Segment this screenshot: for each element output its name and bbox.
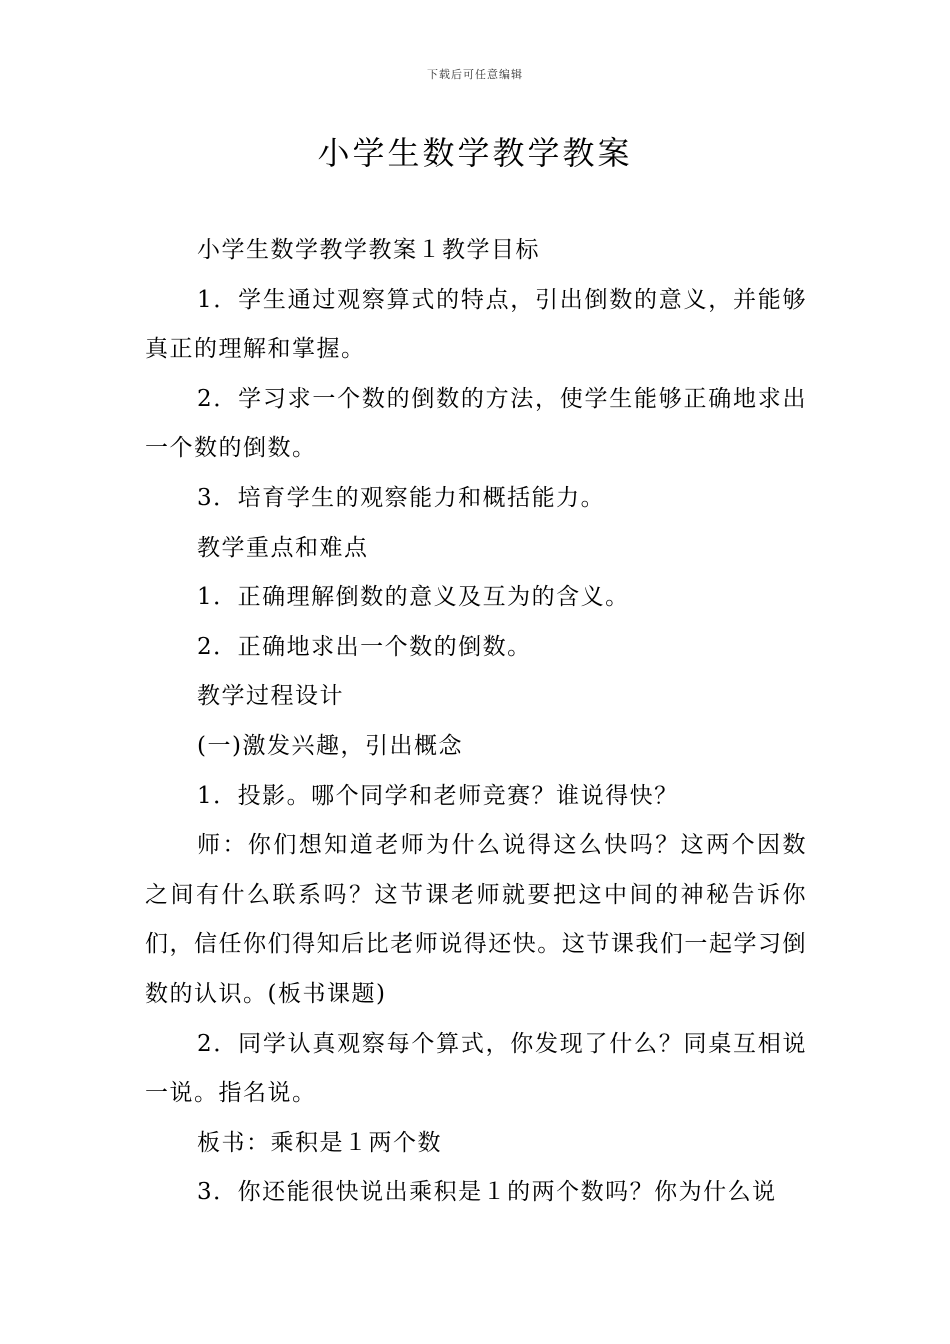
paragraph: 2．学习求一个数的倒数的方法，使学生能够正确地求出一个数的倒数。	[145, 385, 807, 462]
paragraph: 1．投影。哪个同学和老师竞赛？谁说得快？	[197, 782, 679, 809]
page-title: 小学生数学教学教案	[317, 134, 633, 172]
paragraph: (一)激发兴趣，引出概念	[197, 732, 463, 759]
paragraph: 2．正确地求出一个数的倒数。	[197, 633, 532, 660]
paragraph: 小学生数学教学教案１教学目标	[197, 237, 540, 263]
paragraph: 1．学生通过观察算式的特点，引出倒数的意义，并能够真正的理解和掌握。	[145, 286, 807, 363]
paragraph: 教学过程设计	[197, 683, 344, 710]
paragraph: 1．正确理解倒数的意义及互为的含义。	[197, 584, 630, 611]
document-body	[145, 226, 807, 1218]
paragraph: 教学重点和难点	[197, 534, 369, 561]
paragraph: 3．培育学生的观察能力和概括能力。	[197, 484, 606, 511]
paragraph: 板书：乘积是１两个数	[197, 1129, 442, 1156]
paragraph: 3．你还能很快说出乘积是１的两个数吗？你为什么说	[197, 1179, 777, 1206]
paragraph: 2．同学认真观察每个算式，你发现了什么？同桌互相说一说。指名说。	[145, 1030, 807, 1107]
paragraph: 师：你们想知道老师为什么说得这么快吗？这两个因数之间有什么联系吗？这节课老师就要把这中间的神秘告诉你们，信任你们得知后比老师说得还快。这节课我们一起学习倒数的认识。(板书课题)	[145, 832, 807, 1007]
header-note: 下载后可任意编辑	[427, 68, 523, 81]
